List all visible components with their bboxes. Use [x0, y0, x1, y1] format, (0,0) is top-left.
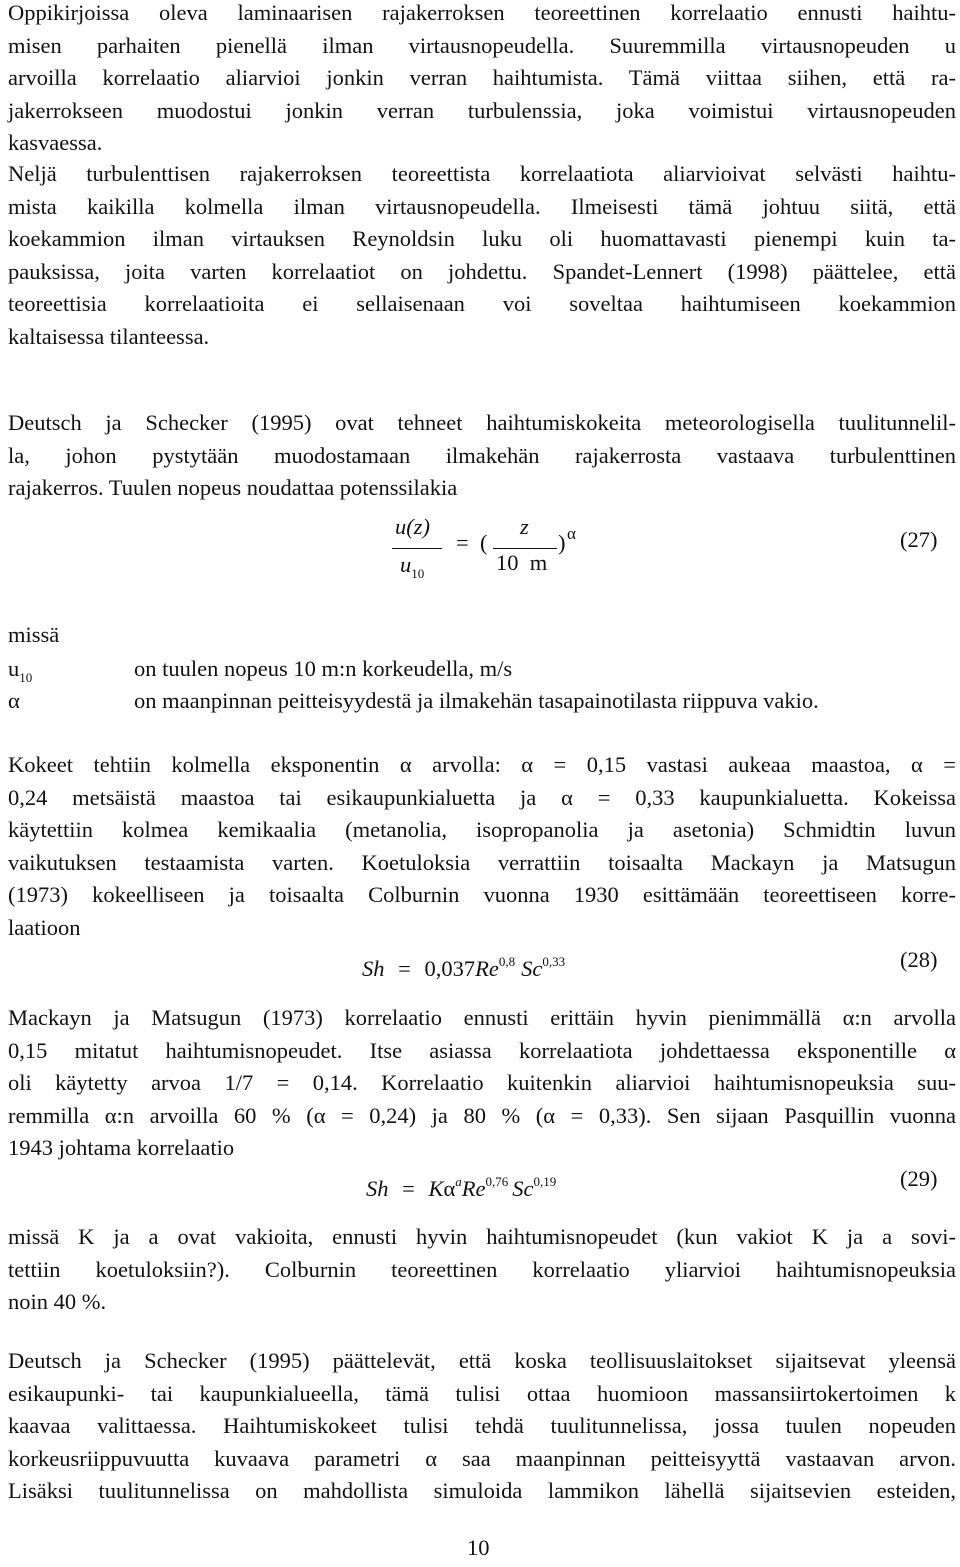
- eq27-open-paren: (: [480, 530, 488, 555]
- text-line: Lisäksi tuulitunnelissa on mahdollista simuloida lammikon lähellä sijaitsevien esteiden,: [8, 1478, 956, 1503]
- text-line: pauksissa, joita varten korrelaatiot on johdettu. Spandet-Lennert (1998) päättelee, että: [8, 258, 956, 284]
- eq27-close-paren: ): [558, 530, 566, 555]
- text-line: missä K ja a ovat vakioita, ennusti hyvin haihtumisnopeudet (kun vakiot K ja a sovi-: [8, 1224, 956, 1249]
- eq27-denominator: $u_{10}$: [400, 552, 425, 581]
- text-line: 1943 johtama korrelaatio: [8, 1135, 235, 1160]
- paragraph-7: [8, 1345, 956, 1508]
- eq27-frac-numerator: z: [520, 514, 529, 539]
- paragraph-3: [8, 407, 956, 505]
- definition-symbol: α: [8, 688, 20, 713]
- definition-text: on tuulen nopeus 10 m:n korkeudella, m/s: [134, 656, 513, 681]
- text-line: käytettiin kolmea kemikaalia (metanolia, isopropanolia ja asetonia) Schmidtin luvun: [8, 817, 956, 842]
- eq27-number: (27): [900, 527, 938, 552]
- text-line: Kokeet tehtiin kolmella eksponentin α arvolla: α = 0,15 vastasi aukeaa maastoa, α =: [8, 752, 956, 777]
- definition-text: on maanpinnan peitteisyydestä ja ilmakehän tasapainotilasta riippuva vakio.: [134, 688, 819, 713]
- text-line: Mackayn ja Matsugun (1973) korrelaatio ennusti erittäin hyvin pienimmällä α:n arvolla: [8, 1005, 956, 1030]
- eq28-formula: Sh = 0,037Re$^{0,8}$ Sc$^{0,33}$: [362, 954, 566, 981]
- text-line: jakerrokseen muodostui jonkin verran turbulenssia, joka voimistui virtausnopeuden: [8, 97, 956, 123]
- text-line: rajakerros. Tuulen nopeus noudattaa potenssilakia: [8, 475, 458, 500]
- text-line: koekammion ilman virtauksen Reynoldsin luku oli huomattavasti pienempi kuin ta-: [8, 226, 956, 251]
- eq29-number: (29): [900, 1166, 938, 1191]
- eq27-frac-denominator: 10 m: [496, 550, 548, 575]
- text-line: esikaupunki- tai kaupunkialueella, tämä tulisi ottaa huomioon massansiirtokertoimen k: [8, 1380, 956, 1406]
- text-line: vaikutuksen testaamista varten. Koetuloksia verrattiin toisaalta Mackayn ja Matsugun: [8, 849, 956, 875]
- text-line: Neljä turbulenttisen rajakerroksen teoreettista korrelaatiota aliarvioivat selvästi haihtu-: [8, 161, 956, 186]
- text-line: arvoilla korrelaatio aliarvioi jonkin verran haihtumista. Tämä viittaa siihen, että ra-: [8, 65, 956, 90]
- page-number: 10: [467, 1535, 490, 1560]
- text-line: 0,24 metsäistä maastoa tai esikaupunkialuetta ja α = 0,33 kaupunkialuetta. Kokeissa: [8, 784, 956, 810]
- text-line: korkeusriippuvuutta kuvaava parametri α saa maanpinnan peitteisyyttä vastaavan arvon.: [8, 1445, 956, 1471]
- text-line: kasvaessa.: [8, 130, 103, 155]
- definitions-intro: missä: [8, 622, 60, 647]
- text-line: tettiin koetuloksiin?). Colburnin teoreettinen korrelaatio yliarvioi haihtumisnopeuksia: [8, 1256, 956, 1282]
- text-line: oli käytetty arvoa 1/7 = 0,14. Korrelaatio kuitenkin aliarvioi haihtumisnopeuksia suu-: [8, 1070, 956, 1095]
- eq29-formula: $Sh = K\alpha^aRe^{0,76}$ Sc$^{0,19}$: [366, 1174, 557, 1201]
- text-line: (1973) kokeelliseen ja toisaalta Colburnin vuonna 1930 esittämään teoreettiseen korre-: [8, 882, 956, 907]
- eq27-fraction-bar: [392, 548, 442, 549]
- text-line: kaltaisessa tilanteessa.: [8, 323, 210, 349]
- paragraph-1: [8, 0, 956, 160]
- text-line: Deutsch ja Schecker (1995) ovat tehneet haihtumiskokeita meteorologisella tuulitunnelil-: [8, 410, 956, 435]
- eq27-inner-fraction-bar: [493, 548, 557, 549]
- paragraph-2: [8, 158, 956, 353]
- eq27-exponent: α: [567, 524, 576, 543]
- text-line: kaavaa valittaessa. Haihtumiskokeet tulisi tehdä tuulitunnelissa, jossa tuulen nopeuden: [8, 1413, 956, 1438]
- text-line: Deutsch ja Schecker (1995) päättelevät, että koska teollisuuslaitokset sijaitsevat yleensä: [8, 1348, 956, 1373]
- eq28-number: (28): [900, 947, 938, 972]
- definition-symbol: $u_{10}$: [8, 656, 33, 685]
- text-line: remmilla α:n arvoilla 60 % (α = 0,24) ja 80 % (α = 0,33). Sen sijaan Pasquillin vuonna: [8, 1102, 956, 1128]
- text-line: noin 40 %.: [8, 1289, 107, 1314]
- paragraph-5: [8, 1002, 956, 1165]
- text-line: teoreettisia korrelaatioita ei sellaisenaan voi soveltaa haihtumiseen koekammion: [8, 291, 956, 316]
- text-line: misen parhaiten pienellä ilman virtausnopeudella. Suuremmilla virtausnopeuden u: [8, 32, 956, 58]
- text-line: laatioon: [8, 914, 81, 940]
- paragraph-6: [8, 1221, 956, 1319]
- paragraph-4: [8, 749, 956, 944]
- eq27-numerator: u(z): [395, 514, 430, 539]
- text-line: la, johon pystytään muodostamaan ilmakehän rajakerrosta vastaava turbulenttinen: [8, 442, 956, 468]
- text-line: 0,15 mitatut haihtumisnopeudet. Itse asiassa korrelaatiota johdettaessa eksponentille α: [8, 1037, 956, 1063]
- eq27-equals: =: [456, 530, 469, 555]
- text-line: Oppikirjoissa oleva laminaarisen rajakerroksen teoreettinen korrelaatio ennusti haihtu-: [8, 0, 956, 25]
- text-line: mista kaikilla kolmella ilman virtausnopeudella. Ilmeisesti tämä johtuu siitä, että: [8, 193, 956, 219]
